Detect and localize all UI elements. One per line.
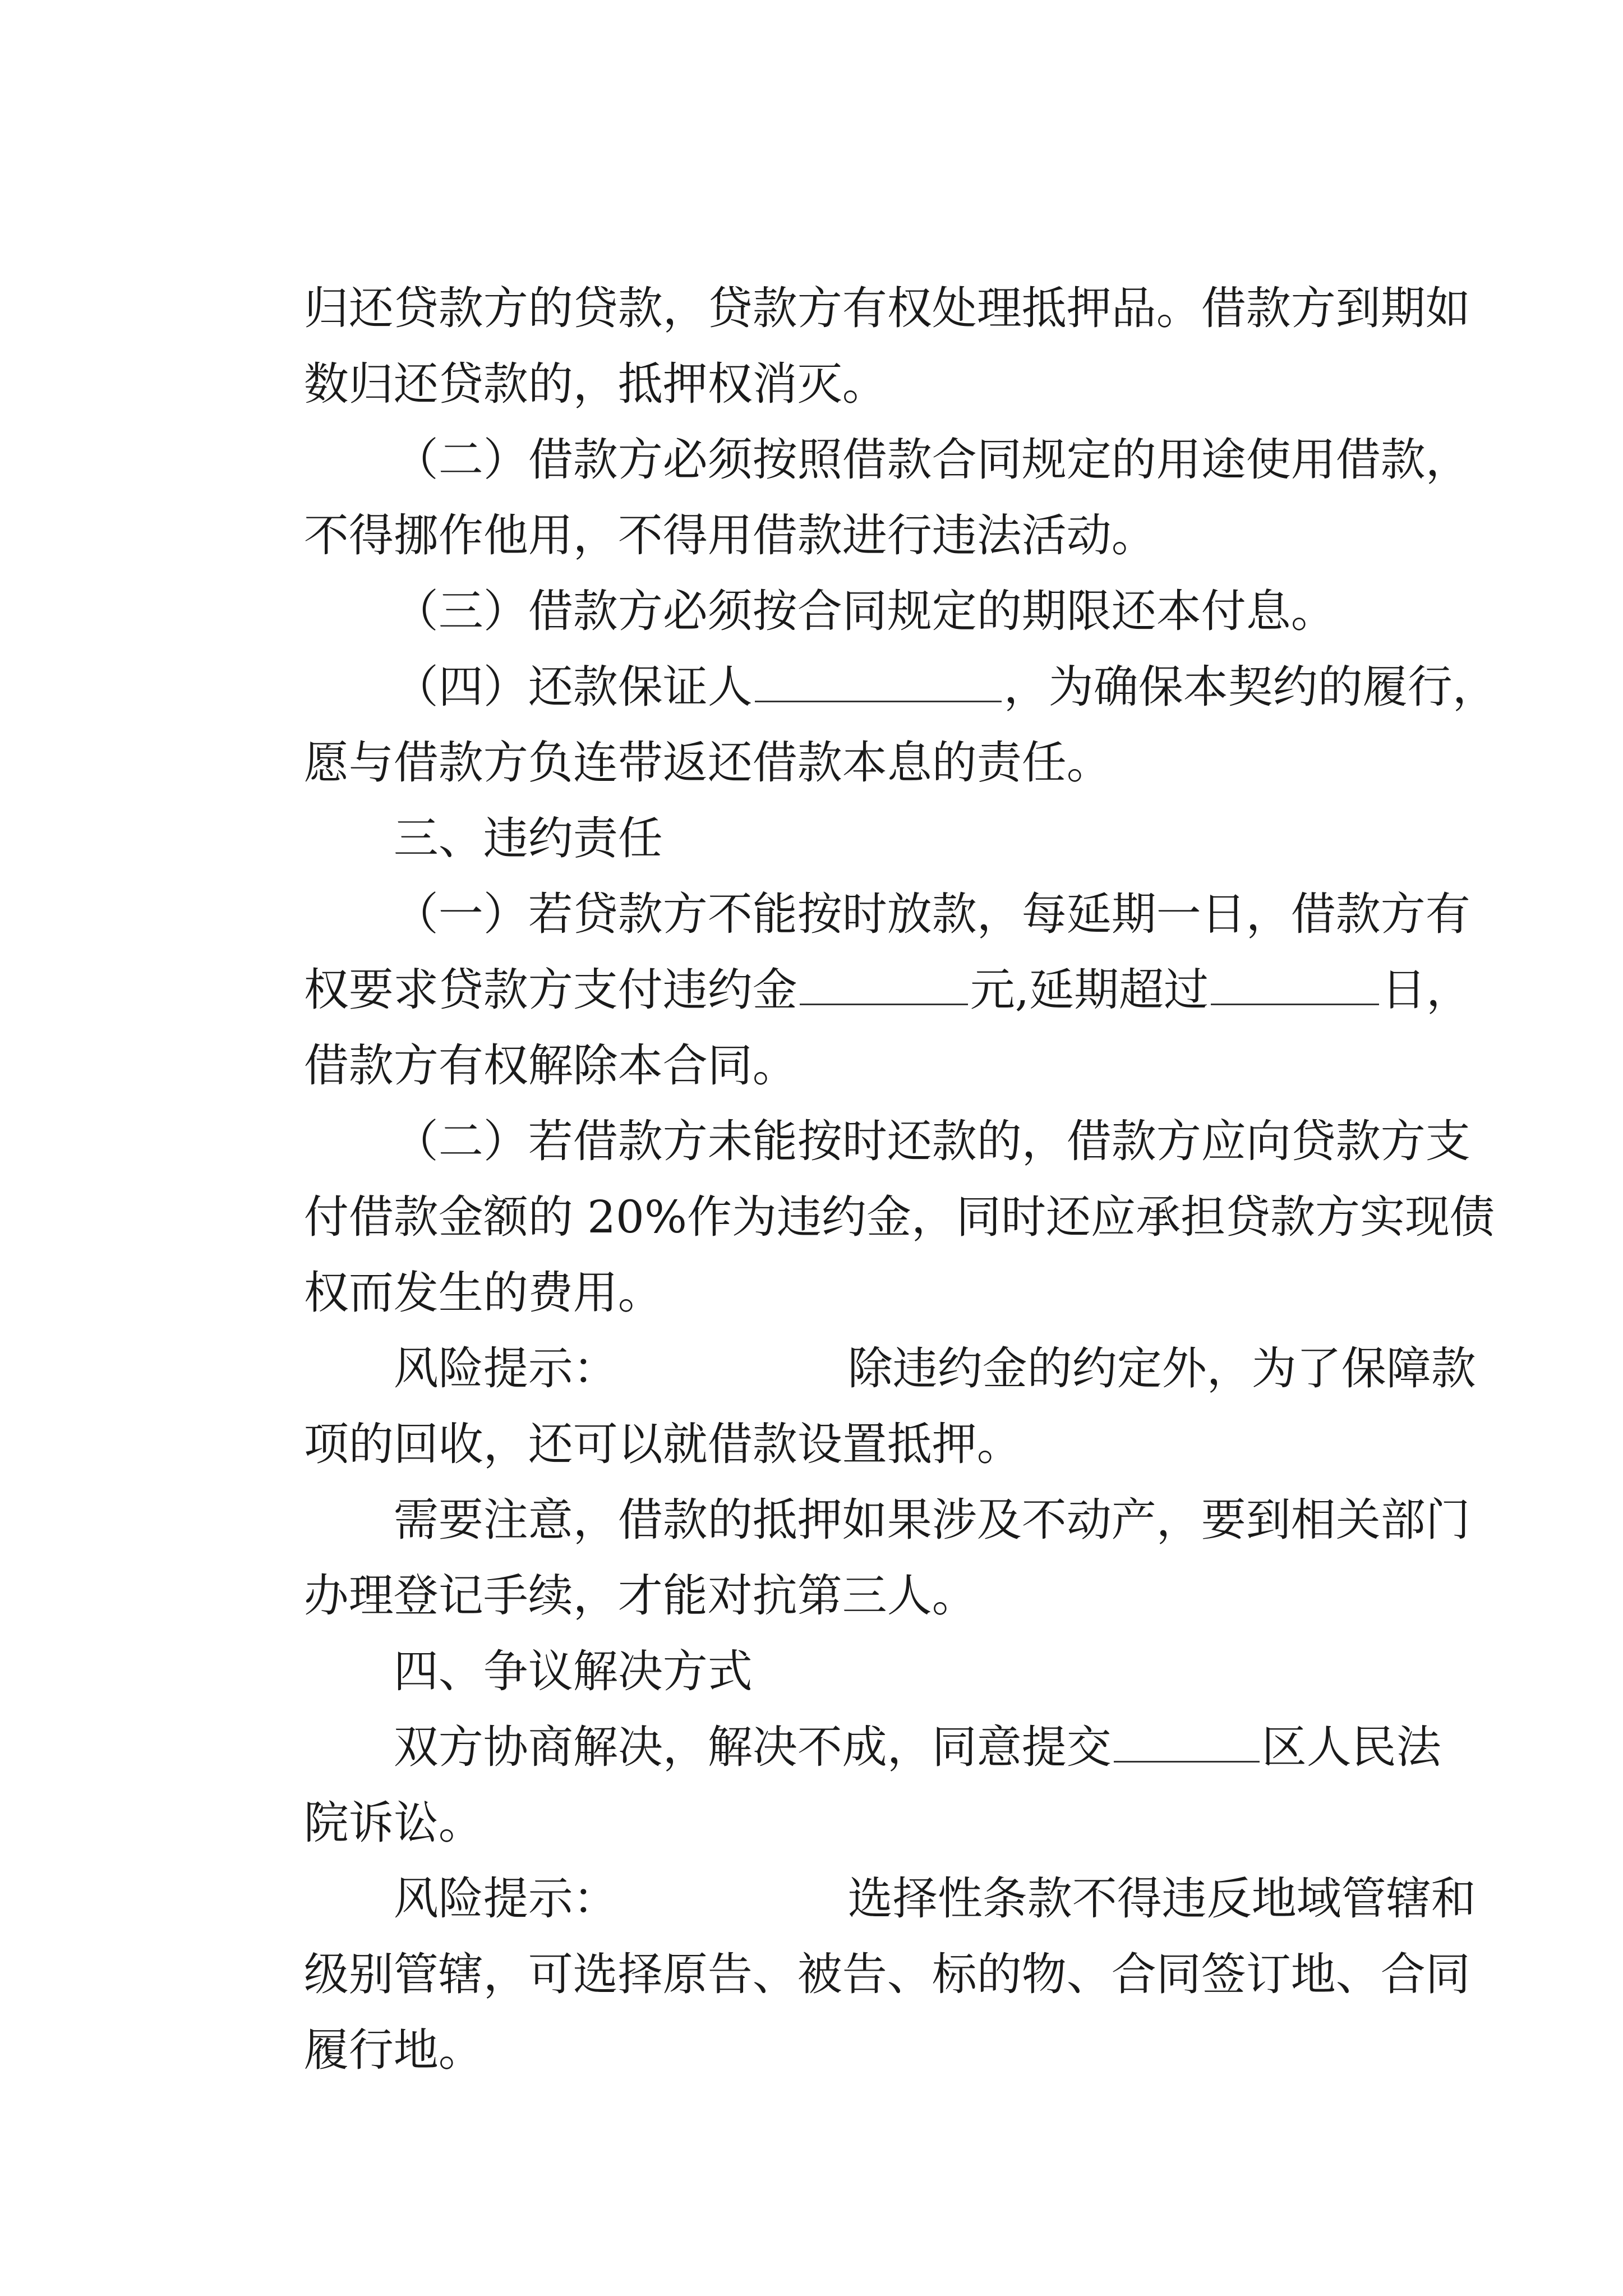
text: 区人民法 bbox=[1261, 1721, 1441, 1773]
text: （三）借款方必须按合同规定的期限还本付息。 bbox=[393, 585, 1336, 637]
text: （四）还款保证人 bbox=[393, 661, 753, 713]
text: 选择性条款不得违反地域管辖和 bbox=[847, 1872, 1476, 1925]
paragraph-line bbox=[0, 435, 1623, 562]
paragraph-line bbox=[0, 586, 1623, 713]
paragraph-line bbox=[0, 662, 1623, 789]
heading-text: 四、争议解决方式 bbox=[393, 1645, 753, 1697]
risk-note-line bbox=[0, 1343, 1623, 1470]
text: 双方协商解决，解决不成，同意提交 bbox=[393, 1721, 1112, 1773]
risk-note-line bbox=[0, 1798, 1623, 1925]
risk-note-line bbox=[0, 1949, 1623, 2076]
text: 院诉讼。 bbox=[303, 1797, 483, 1849]
text: 归还贷款方的贷款，贷款方有权处理抵押品。借款方到期如 bbox=[303, 282, 1470, 334]
section-heading bbox=[0, 738, 1623, 864]
text: 日， bbox=[1381, 964, 1472, 1016]
paragraph-line bbox=[0, 1495, 1623, 1622]
paragraph-line bbox=[0, 1041, 1623, 1167]
text: 元,延期超过 bbox=[970, 964, 1209, 1016]
paragraph-line bbox=[0, 1722, 1623, 1849]
risk-label: 风险提示： bbox=[393, 1342, 618, 1395]
text: ，为确保本契约的履行， bbox=[1003, 661, 1497, 713]
text: 权要求贷款方支付违约金 bbox=[303, 964, 797, 1016]
paragraph-line bbox=[0, 965, 1623, 1092]
text: 级别管辖，可选择原告、被告、标的物、合同签订地、合同 bbox=[303, 1948, 1470, 2000]
text: 需要注意，借款的抵押如果涉及不动产，要到相关部门 bbox=[393, 1494, 1470, 1546]
risk-note-line bbox=[0, 1874, 1623, 2000]
paragraph-line bbox=[0, 889, 1623, 1016]
text: 办理登记手续，才能对抗第三人。 bbox=[303, 1570, 977, 1622]
paragraph-line bbox=[0, 813, 1623, 940]
paragraph-line bbox=[0, 208, 1623, 334]
text: 权而发生的费用。 bbox=[303, 1267, 663, 1319]
risk-note-line bbox=[0, 1268, 1623, 1395]
paragraph-line bbox=[0, 283, 1623, 410]
text: （一）若贷款方不能按时放款，每延期一日，借款方有 bbox=[393, 888, 1470, 940]
heading-text: 三、违约责任 bbox=[393, 812, 663, 864]
text: 项的回收，还可以就借款设置抵押。 bbox=[303, 1418, 1022, 1470]
text: 除违约金的约定外，为了保障款 bbox=[847, 1342, 1476, 1395]
paragraph-line bbox=[0, 1419, 1623, 1546]
paragraph-line bbox=[0, 1192, 1623, 1319]
paragraph-line bbox=[0, 1116, 1623, 1243]
risk-label: 风险提示： bbox=[393, 1872, 618, 1925]
paragraph-line bbox=[0, 1646, 1623, 1773]
paragraph-line bbox=[0, 359, 1623, 486]
text: 履行地。 bbox=[303, 2024, 483, 2076]
text: 愿与借款方负连带返还借款本息的责任。 bbox=[303, 737, 1112, 789]
text: 借款方有权解除本合同。 bbox=[303, 1039, 797, 1092]
text: 数归还贷款的，抵押权消灭。 bbox=[303, 358, 887, 410]
text: （二）若借款方未能按时还款的，借款方应向贷款方支 bbox=[393, 1115, 1470, 1167]
paragraph-line bbox=[0, 510, 1623, 637]
section-heading bbox=[0, 1571, 1623, 1697]
text: （二）借款方必须按照借款合同规定的用途使用借款， bbox=[393, 434, 1470, 486]
text: 付借款金额的 20%作为违约金，同时还应承担贷款方实现债 bbox=[303, 1191, 1495, 1243]
text: 不得挪作他用，不得用借款进行违法活动。 bbox=[303, 509, 1156, 562]
